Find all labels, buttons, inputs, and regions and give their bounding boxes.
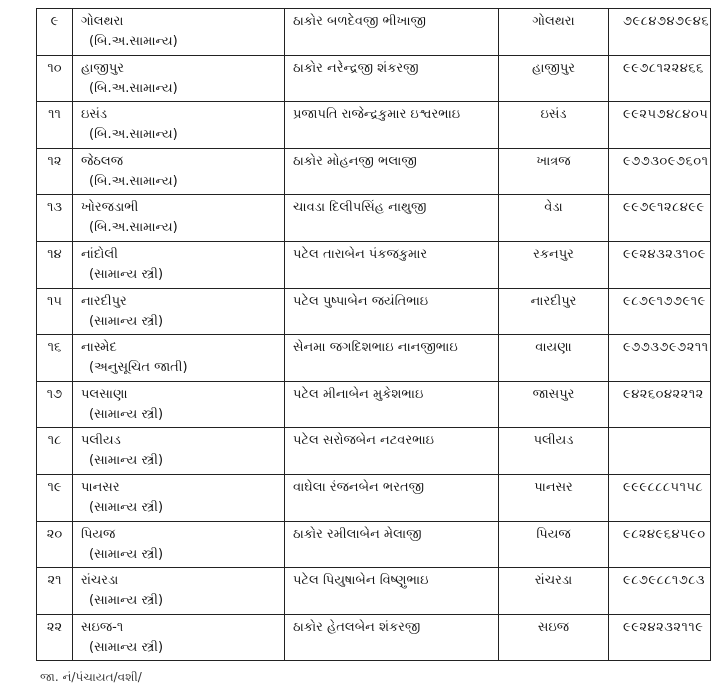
member-name: ઠાકોર નરેન્દ્રજી શંકરજી (285, 55, 499, 102)
village-name: જેઠલજ (81, 153, 123, 169)
footer-text: જા. નં/પંચાયત/વશી/ (40, 670, 142, 684)
residence-place: નારદીપુર (499, 288, 609, 335)
phone-number: ૯૪૨૬૦૪૨૨૧૨ (609, 381, 711, 428)
table-row (37, 102, 711, 149)
residence-place: પલીયડ (499, 428, 609, 475)
phone-number: ૯૮૨૪૯૬૪૫૯૦ (609, 521, 711, 568)
table-row (37, 288, 711, 335)
seat-category: (અનુસૂચિત જાતી) (89, 360, 188, 376)
table-row (37, 428, 711, 475)
phone-number: ૯૯૨૫૭૪૮૪૦૫ (609, 102, 711, 149)
residence-place: વેડા (499, 195, 609, 242)
residence-place: પાનસર (499, 474, 609, 521)
phone-number: ૯૯૨૪૨૩૨૧૧૯ (609, 614, 711, 661)
serial-number: ૧૯ (37, 474, 73, 521)
residence-place: ઇસંડ (499, 102, 609, 149)
member-name: પટેલ પિયુષાબેન વિષ્ણુભાઇ (285, 568, 499, 615)
member-name: પ્રજાપતિ રાજેન્દ્રકુમાર ઇશ્વરભાઇ (285, 102, 499, 149)
seat-category: (સામાન્ય સ્ત્રી) (89, 546, 164, 562)
phone-number: ૯૭૭૩૭૯૭૨૧૧ (609, 335, 711, 382)
seat-category: (સામાન્ય સ્ત્રી) (89, 593, 164, 609)
table-row (37, 474, 711, 521)
village-name: ઇસંડ (81, 107, 108, 123)
residence-place: ખાત્રજ (499, 148, 609, 195)
serial-number: ૧૩ (37, 195, 73, 242)
phone-number: ૭૯૮૪૭૪૭૯૪૬ (609, 9, 711, 56)
member-name: પટેલ પુષ્પાબેન જયંતિભાઇ (285, 288, 499, 335)
residence-place: હાજીપુર (499, 55, 609, 102)
seat-category: (સામાન્ય સ્ત્રી) (89, 639, 164, 655)
seat-category: (બિ.અ.સામાન્ય) (89, 34, 178, 49)
residence-place: પિયજ (499, 521, 609, 568)
table-row (37, 148, 711, 195)
phone-number: ૯૮૭૯૮૮૧૭૮૩ (609, 568, 711, 615)
member-name: વાઘેલા રંજનબેન ભરતજી (285, 474, 499, 521)
phone-number: ૯૭૭૩૦૯૭૬૦૧ (609, 148, 711, 195)
village-cell (73, 9, 285, 56)
residence-place: રકનપુર (499, 241, 609, 288)
serial-number: ૧૫ (37, 288, 73, 335)
village-cell (73, 614, 285, 661)
seat-category: (સામાન્ય સ્ત્રી) (89, 406, 164, 422)
village-cell (73, 288, 285, 335)
residence-place: ગોલથરા (499, 9, 609, 56)
seat-category: (બિ.અ.સામાન્ય) (89, 127, 178, 143)
village-cell (73, 148, 285, 195)
seat-category: (સામાન્ય સ્ત્રી) (89, 266, 164, 282)
village-name: પલસાણા (81, 386, 128, 402)
members-table (36, 8, 711, 661)
village-cell (73, 241, 285, 288)
village-cell (73, 335, 285, 382)
seat-category: (બિ.અ.સામાન્ય) (89, 220, 178, 236)
table-row (37, 335, 711, 382)
village-name: પિયજ (81, 526, 116, 542)
residence-place: વાયણા (499, 335, 609, 382)
village-name: ગોલથરા (81, 14, 124, 29)
phone-number: ૯૯૭૯૧૨૮૪૯૯ (609, 195, 711, 242)
serial-number: ૧૦ (37, 55, 73, 102)
village-name: નારદીપુર (81, 293, 127, 309)
village-name: સઇજ-૧ (81, 619, 124, 635)
serial-number: ૧૨ (37, 148, 73, 195)
residence-place: સઇજ (499, 614, 609, 661)
members-table-body (37, 9, 711, 661)
village-cell (73, 568, 285, 615)
table-row (37, 195, 711, 242)
member-name: ઠાકોર બળદેવજી ભીખાજી (285, 9, 499, 56)
serial-number: ૧૭ (37, 381, 73, 428)
village-name: નાસ્મેદ (81, 340, 117, 356)
village-name: ખોરજડાભી (81, 200, 139, 216)
member-name: સેનમા જગદિશભાઇ નાનજીભાઇ (285, 335, 499, 382)
phone-number: ૯૮૭૯૧૭૭૯૧૯ (609, 288, 711, 335)
member-name: ઠાકોર રમીલાબેન મેલાજી (285, 521, 499, 568)
phone-number (609, 428, 711, 475)
seat-category: (સામાન્ય સ્ત્રી) (89, 453, 164, 469)
village-cell (73, 195, 285, 242)
member-name: પટેલ સરોજબેન નટવરભાઇ (285, 428, 499, 475)
phone-number: ૯૯૨૪૩૨૩૧૦૯ (609, 241, 711, 288)
member-name: પટેલ તારાબેન પંકજકુમાર (285, 241, 499, 288)
residence-place: જાસપુર (499, 381, 609, 428)
member-name: ચાવડા દિલીપસિંહ નાથુજી (285, 195, 499, 242)
village-name: નાંદોલી (81, 246, 118, 262)
seat-category: (બિ.અ.સામાન્ય) (89, 173, 178, 189)
table-row (37, 55, 711, 102)
serial-number: ૧૬ (37, 335, 73, 382)
village-cell (73, 381, 285, 428)
village-name: હાજીપુર (81, 60, 125, 76)
village-name: પાનસર (81, 479, 120, 495)
member-name: ઠાકોર હેતલબેન શંકરજી (285, 614, 499, 661)
village-name: પલીયડ (81, 433, 121, 449)
member-name: ઠાકોર મોહનજી ભલાજી (285, 148, 499, 195)
serial-number: ૯ (37, 9, 73, 56)
seat-category: (સામાન્ય સ્ત્રી) (89, 313, 164, 329)
table-row (37, 241, 711, 288)
serial-number: ૨૦ (37, 521, 73, 568)
table-row (37, 521, 711, 568)
village-cell (73, 474, 285, 521)
village-name: રાંચરડા (81, 573, 119, 589)
member-name: પટેલ મીનાબેન મુકેશભાઇ (285, 381, 499, 428)
serial-number: ૧૮ (37, 428, 73, 475)
table-row (37, 381, 711, 428)
table-row (37, 568, 711, 615)
table-row (37, 9, 711, 56)
village-cell (73, 521, 285, 568)
village-cell (73, 428, 285, 475)
village-cell (73, 102, 285, 149)
village-cell (73, 55, 285, 102)
seat-category: (બિ.અ.સામાન્ય) (89, 80, 178, 96)
phone-number: ૯૯૯૮૮૮૫૧૫૮ (609, 474, 711, 521)
table-row (37, 614, 711, 661)
serial-number: ૧૧ (37, 102, 73, 149)
serial-number: ૧૪ (37, 241, 73, 288)
serial-number: ૨૨ (37, 614, 73, 661)
phone-number: ૯૯૭૮૧૨૨૪૬૬ (609, 55, 711, 102)
residence-place: રાંચરડા (499, 568, 609, 615)
serial-number: ૨૧ (37, 568, 73, 615)
seat-category: (સામાન્ય સ્ત્રી) (89, 499, 164, 515)
